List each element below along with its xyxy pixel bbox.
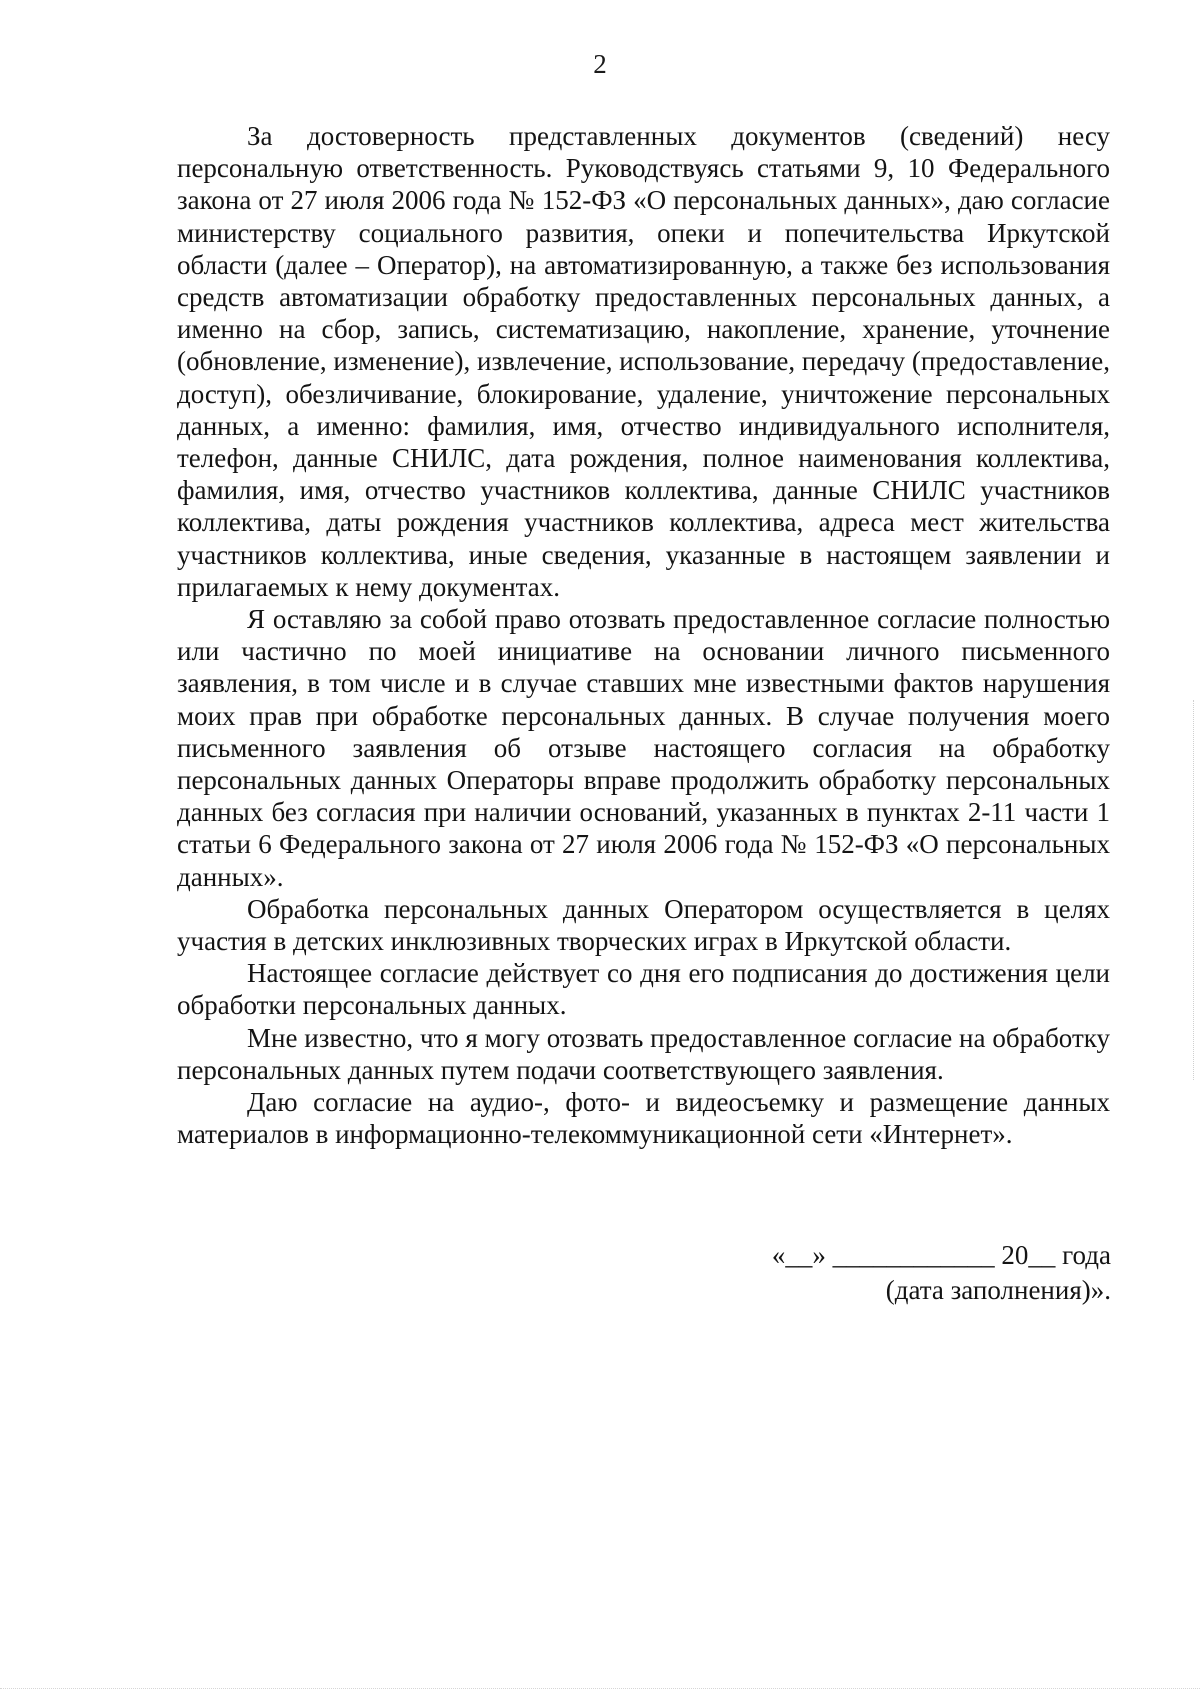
page-number: 2	[593, 49, 607, 79]
paragraph-validity-period: Настоящее согласие действует со дня его подписания до достижения цели обработки персональных данных.	[177, 958, 1110, 1021]
document-body	[177, 120, 1110, 1151]
scan-edge-artifact	[1192, 700, 1194, 1080]
paragraph-media-consent: Даю согласие на аудио-, фото- и видеосъемку и размещение данных материалов в информационно-телекоммуникационной сети «Интернет».	[177, 1087, 1110, 1150]
signature-block	[591, 1238, 1111, 1308]
paragraph-responsibility-consent: За достоверность представленных документов (сведений) несу персональную ответственность. Руководствуясь статьями 9, 10 Федерального закона от 27 июля 2006 года № 152-ФЗ «О персональных данных», даю согласие министерству социального развития, опеки и попечительства Иркутской области (далее – Оператор), на автоматизированную, а также без использования средств автоматизации обработку предоставленных персональных данных, а именно на сбор, запись, систематизацию, накопление, хранение, уточнение (обновление, изменение), извлечение, использование, передачу (предоставление, доступ), обезличивание, блокирование, удаление, уничтожение персональных данных, а именно: фамилия, имя, отчество индивидуального исполнителя, телефон, данные СНИЛС, дата рождения, полное наименования коллектива, фамилия, имя, отчество участников коллектива, данные СНИЛС участников коллектива, даты рождения участников коллектива, адреса мест жительства участников коллектива, иные сведения, указанные в настоящем заявлении и прилагаемых к нему документах.	[177, 121, 1110, 602]
paragraph-withdrawal-method: Мне известно, что я могу отозвать предоставленное согласие на обработку персональных данных путем подачи соответствующего заявления.	[177, 1022, 1110, 1085]
paragraph-withdrawal-right: Я оставляю за собой право отозвать предоставленное согласие полностью или частично по моей инициативе на основании личного письменного заявления, в том числе и в случае ставших мне известными фактов нарушения моих прав при обработке персональных данных. В случае получения моего письменного заявления об отзыве настоящего согласия на обработку персональных данных Операторы вправе продолжить обработку персональных данных без согласия при наличии оснований, указанных в пунктах 2-11 части 1 статьи 6 Федерального закона от 27 июля 2006 года № 152-ФЗ «О персональных данных».	[177, 604, 1110, 892]
paragraph-processing-purpose: Обработка персональных данных Оператором осуществляется в целях участия в детских инклюзивных творческих играх в Иркутской области.	[177, 893, 1110, 957]
scan-bottom-artifact	[0, 1687, 1200, 1689]
date-fill-line: «__» ____________ 20__ года	[771, 1240, 1111, 1270]
date-caption: (дата заполнения)».	[885, 1275, 1111, 1305]
